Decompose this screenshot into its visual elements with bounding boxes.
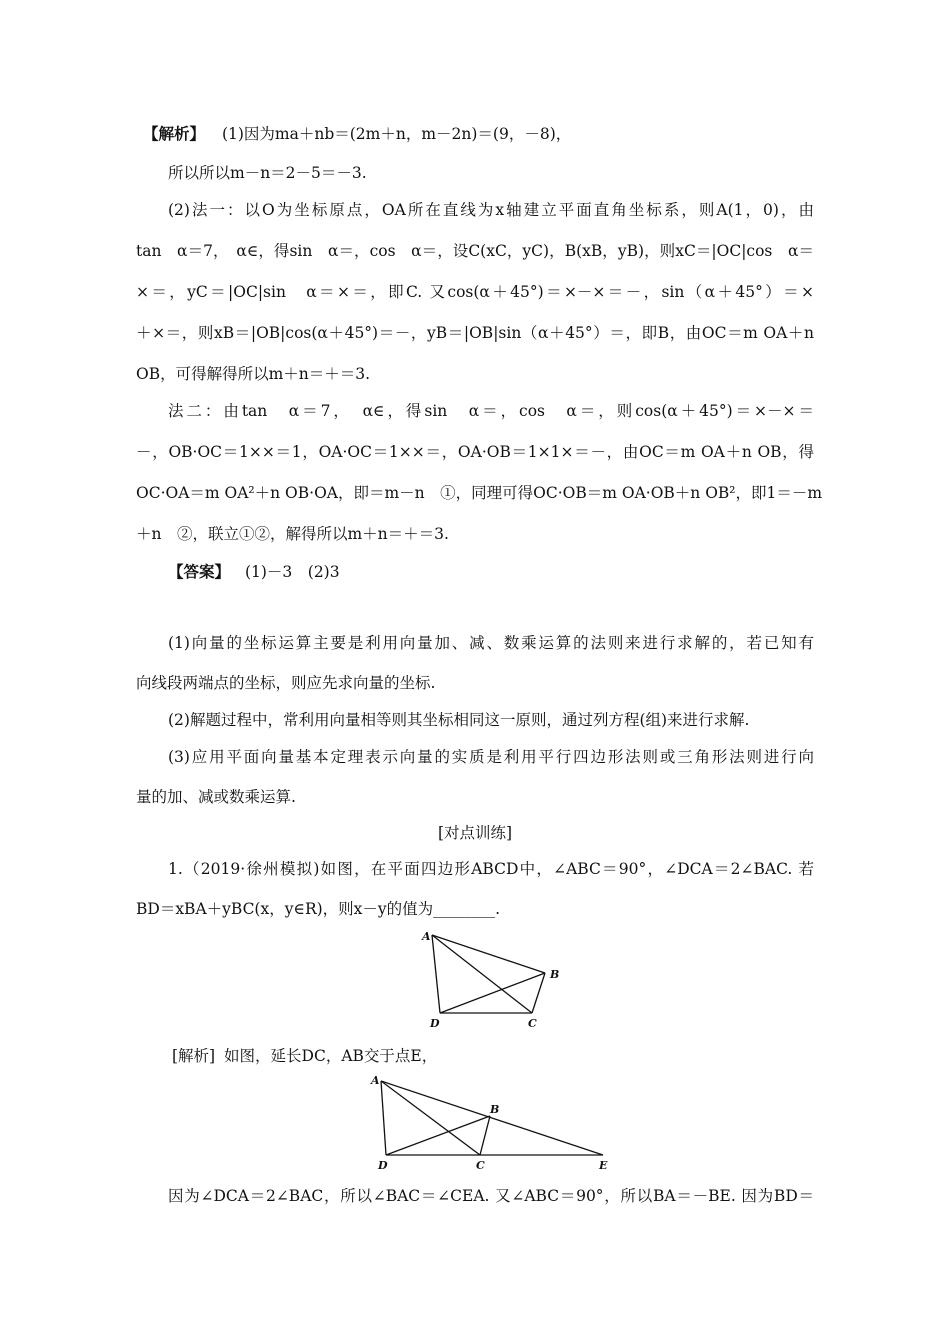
solution-last-line: 因为∠DCA＝2∠BAC，所以∠BAC＝∠CEA. 又∠ABC＝90°，所以BA＝－BE. 因为BD＝ xyxy=(168,1187,814,1205)
analysis-line-4: tan α＝7， α∈，得sin α＝，cos α＝，设C(xC，yC)，B(xB，yB)，则xC＝|OC|cos α＝ xyxy=(136,242,814,260)
figure-quadrilateral-abcd xyxy=(418,926,568,1032)
analysis-line-9: －，OB·OC＝1××＝1，OA·OC＝1××＝，OA·OB＝1×1×＝－，由OC＝m OA＋n OB，得 xyxy=(136,443,814,461)
summary-3a: (3)应用平面向量基本定理表示向量的实质是利用平行四边形法则或三角形法则进行向 xyxy=(168,748,814,766)
solution-line-1 xyxy=(172,1045,437,1067)
analysis-label: 【解析】 xyxy=(143,124,206,143)
figure-extended-triangle xyxy=(368,1068,618,1174)
fig2-label-c: C xyxy=(476,1159,485,1172)
analysis-line-11: ＋n ②，联立①②，解得所以m＋n＝＋＝3. xyxy=(136,525,449,543)
analysis-line-5: ×＝，yC＝|OC|sin α＝×＝，即C. 又cos(α＋45°)＝×－×＝－，sin（α＋45°）＝× xyxy=(136,283,814,301)
fig2-label-d: D xyxy=(378,1159,388,1172)
practice-title: [对点训练] xyxy=(437,824,513,842)
fig2-label-b: B xyxy=(490,1103,500,1116)
fig2-label-a: A xyxy=(371,1074,380,1087)
analysis-line-7: OB，可得解得所以m＋n＝＋＝3. xyxy=(136,365,371,383)
fig2-label-e: E xyxy=(599,1159,608,1172)
answer-line xyxy=(168,561,340,583)
analysis-line-1 xyxy=(143,123,571,145)
fig1-label-b: B xyxy=(550,968,560,981)
fig1-label-d: D xyxy=(430,1017,440,1030)
analysis-line-2: 所以所以m－n＝2－5＝－3. xyxy=(168,164,367,182)
summary-1a: (1)向量的坐标运算主要是利用向量加、减、数乘运算的法则来进行求解的，若已知有 xyxy=(168,634,814,652)
analysis-text-1: (1)因为ma＋nb＝(2m＋n，m－2n)＝(9，－8)， xyxy=(221,125,572,143)
solution-label: [解析] xyxy=(172,1047,216,1065)
question-1a: 1.（2019·徐州模拟)如图，在平面四边形ABCD中，∠ABC＝90°，∠DCA＝2∠BAC. 若 xyxy=(168,860,814,878)
summary-2: (2)解题过程中，常利用向量相等则其坐标相同这一原则，通过列方程(组)来进行求解. xyxy=(168,711,750,729)
summary-3b: 量的加、减或数乘运算. xyxy=(136,788,296,806)
answer-label: 【答案】 xyxy=(168,562,231,581)
analysis-line-10: OC·OA＝m OA²＋n OB·OA，即＝m－n ①，同理可得OC·OB＝m OA·OB＋n OB²，即1＝－m xyxy=(136,484,823,502)
fig1-label-c: C xyxy=(528,1017,537,1030)
solution-text-1: 如图，延长DC，AB交于点E， xyxy=(224,1047,438,1065)
summary-1b: 向线段两端点的坐标，则应先求向量的坐标. xyxy=(136,674,436,692)
analysis-line-6: ＋×＝，则xB＝|OB|cos(α＋45°)＝－，yB＝|OB|sin（α＋45°）＝，即B，由OC＝m OA＋n xyxy=(136,324,814,342)
analysis-line-8: 法二：由tan α＝7， α∈，得sin α＝，cos α＝，则cos(α＋45°)＝×－×＝ xyxy=(168,402,814,420)
fig1-label-a: A xyxy=(422,930,431,943)
question-1b: BD＝xBA＋yBC(x，y∈R)，则x－y的值为________. xyxy=(136,900,501,918)
answer-text: (1)－3 (2)3 xyxy=(244,563,340,581)
analysis-line-3: (2)法一：以O为坐标原点，OA所在直线为x轴建立平面直角坐标系，则A(1，0)，由 xyxy=(168,201,814,219)
